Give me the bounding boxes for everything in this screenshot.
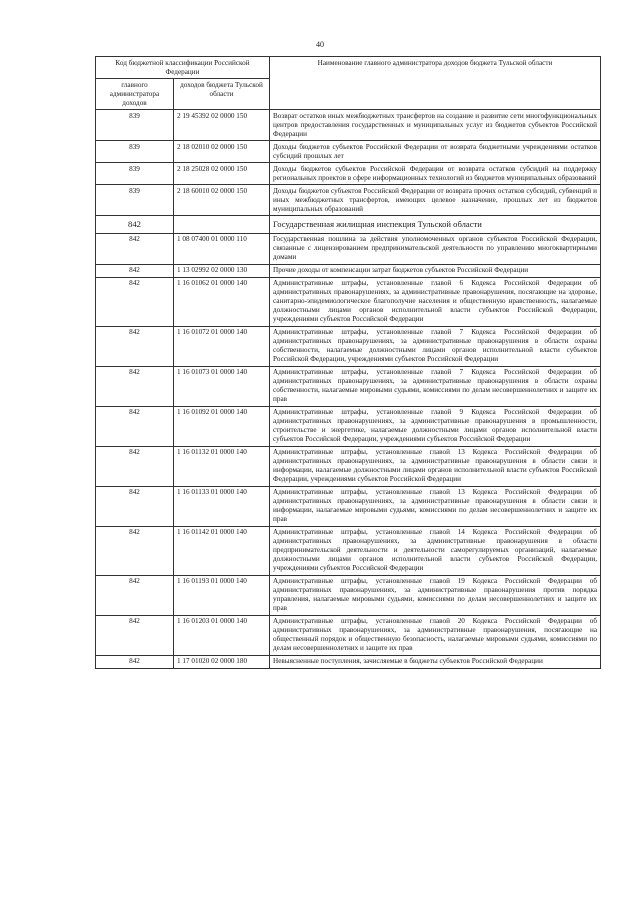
revenue-code-cell: 1 16 01092 01 0000 140 (174, 406, 270, 446)
description-cell: Административные штрафы, установленные главой 9 Кодекса Российской Федерации об административных правонарушениях, за административные правонарушения в промышленности, строительстве и энергетике, налагаемые должностными лицами органов исполнительной власти субъектов Российской Федерации, учреждениями субъектов Российской Федерации (270, 406, 601, 446)
description-cell: Возврат остатков иных межбюджетных трансфертов на создание и развитие сети многофункциональных центров предоставления государственных и муниципальных услуг из бюджетов субъектов Российской Федерации (270, 110, 601, 141)
table-row (96, 185, 601, 216)
table-row (96, 615, 601, 655)
admin-code-cell: 842 (96, 326, 174, 366)
admin-code-cell: 842 (96, 233, 174, 264)
admin-code-cell: 842 (96, 366, 174, 406)
revenue-code-cell: 1 16 01072 01 0000 140 (174, 326, 270, 366)
description-cell: Административные штрафы, установленные главой 7 Кодекса Российской Федерации об административных правонарушениях, за административные правонарушения в области охраны собственности, налагаемые мировыми судьями, комиссиями по делам несовершеннолетних и защите их прав (270, 366, 601, 406)
header-group-title: Код бюджетной классификации Российской Федерации (96, 57, 270, 79)
revenue-code-cell: 1 16 01132 01 0000 140 (174, 446, 270, 486)
description-cell: Административные штрафы, установленные главой 13 Кодекса Российской Федерации об административных правонарушениях, за административные правонарушения в области связи и информации, налагаемые должностными лицами органов исполнительной власти субъектов Российской Федерации, учреждениями субъектов Российской Федерации (270, 446, 601, 486)
table-row (96, 486, 601, 526)
admin-code-cell: 842 (96, 655, 174, 668)
table-row (96, 366, 601, 406)
description-cell: Государственная жилищная инспекция Тульской области (270, 216, 601, 234)
header-name-column: Наименование главного администратора доходов бюджета Тульской области (270, 57, 601, 110)
table-row (96, 264, 601, 277)
admin-code-cell: 842 (96, 406, 174, 446)
description-cell: Доходы бюджетов субъектов Российской Федерации от возврата прочих остатков субсидий, субвенций и иных межбюджетных трансфертов, имеющих целевое назначение, прошлых лет из бюджетов муниципальных образований (270, 185, 601, 216)
table-row (96, 110, 601, 141)
admin-code-cell: 842 (96, 575, 174, 615)
revenue-code-cell: 1 16 01062 01 0000 140 (174, 277, 270, 326)
admin-code-cell: 839 (96, 110, 174, 141)
revenue-code-cell: 1 16 01142 01 0000 140 (174, 526, 270, 575)
admin-code-cell: 842 (96, 277, 174, 326)
table-row (96, 406, 601, 446)
admin-code-cell: 842 (96, 264, 174, 277)
header-code-column: доходов бюджета Тульской области (174, 79, 270, 110)
admin-code-cell: 839 (96, 185, 174, 216)
revenue-code-cell: 1 16 01193 01 0000 140 (174, 575, 270, 615)
description-cell: Доходы бюджетов субъектов Российской Федерации от возврата остатков субсидий на поддержку региональных проектов в сфере информационных технологий из бюджетов муниципальных образований (270, 163, 601, 185)
revenue-code-cell: 1 13 02992 02 0000 130 (174, 264, 270, 277)
admin-code-cell: 839 (96, 163, 174, 185)
table-row (96, 277, 601, 326)
revenue-code-cell: 2 18 25028 02 0000 150 (174, 163, 270, 185)
description-cell: Административные штрафы, установленные главой 6 Кодекса Российской Федерации об административных правонарушениях, за административные правонарушения, посягающие на здоровье, санитарно-эпидемиологическое благополучие населения и общественную нравственность, налагаемые должностными лицами органов исполнительной власти субъектов Российской Федерации, учреждениями субъектов Российской Федерации (270, 277, 601, 326)
revenue-code-cell: 2 18 02010 02 0000 150 (174, 141, 270, 163)
table-row (96, 163, 601, 185)
revenue-code-cell: 2 18 60010 02 0000 150 (174, 185, 270, 216)
table-row (96, 446, 601, 486)
table-row (96, 655, 601, 668)
admin-code-cell: 842 (96, 486, 174, 526)
header-admin-column: главного администратора доходов (96, 79, 174, 110)
table-row (96, 233, 601, 264)
admin-code-cell: 842 (96, 446, 174, 486)
description-cell: Доходы бюджетов субъектов Российской Федерации от возврата бюджетными учреждениями остатков субсидий прошлых лет (270, 141, 601, 163)
admin-code-cell: 842 (96, 216, 174, 234)
revenue-code-cell (174, 216, 270, 234)
revenue-classification-table (95, 56, 601, 669)
admin-code-cell: 842 (96, 615, 174, 655)
table-row (96, 326, 601, 366)
description-cell: Государственная пошлина за действия уполномоченных органов субъектов Российской Федерации, связанные с лицензированием предпринимательской деятельности по управлению многоквартирными домами (270, 233, 601, 264)
revenue-code-cell: 1 17 01020 02 0000 180 (174, 655, 270, 668)
description-cell: Административные штрафы, установленные главой 7 Кодекса Российской Федерации об административных правонарушениях, за административные правонарушения в области охраны собственности, налагаемые должностными лицами органов исполнительной власти субъектов Российской Федерации, учреждениями субъектов Российской Федерации (270, 326, 601, 366)
description-cell: Административные штрафы, установленные главой 20 Кодекса Российской Федерации об административных правонарушениях, за административные правонарушения, посягающие на общественный порядок и общественную безопасность, налагаемые мировыми судьями, комиссиями по делам несовершеннолетних и защите их прав (270, 615, 601, 655)
description-cell: Административные штрафы, установленные главой 13 Кодекса Российской Федерации об административных правонарушениях, за административные правонарушения в области связи и информации, налагаемые мировыми судьями, комиссиями по делам несовершеннолетних и защите их прав (270, 486, 601, 526)
admin-code-cell: 839 (96, 141, 174, 163)
revenue-code-cell: 1 16 01133 01 0000 140 (174, 486, 270, 526)
revenue-code-cell: 1 16 01203 01 0000 140 (174, 615, 270, 655)
page-number: 40 (316, 40, 324, 49)
table-body (96, 110, 601, 669)
table-row (96, 141, 601, 163)
table-row (96, 526, 601, 575)
section-row (96, 216, 601, 234)
admin-code-cell: 842 (96, 526, 174, 575)
description-cell: Невыясненные поступления, зачисляемые в бюджеты субъектов Российской Федерации (270, 655, 601, 668)
table-row (96, 575, 601, 615)
revenue-code-cell: 2 19 45392 02 0000 150 (174, 110, 270, 141)
description-cell: Прочие доходы от компенсации затрат бюджетов субъектов Российской Федерации (270, 264, 601, 277)
revenue-code-cell: 1 16 01073 01 0000 140 (174, 366, 270, 406)
revenue-code-cell: 1 08 07400 01 0000 110 (174, 233, 270, 264)
description-cell: Административные штрафы, установленные главой 14 Кодекса Российской Федерации об административных правонарушениях, за административные правонарушения в области предпринимательской деятельности и деятельности саморегулируемых организаций, налагаемые должностными лицами органов исполнительной власти субъектов Российской Федерации, учреждениями субъектов Российской Федерации (270, 526, 601, 575)
description-cell: Административные штрафы, установленные главой 19 Кодекса Российской Федерации об административных правонарушениях, за административные правонарушения против порядка управления, налагаемые мировыми судьями, комиссиями по делам несовершеннолетних и защите их прав (270, 575, 601, 615)
